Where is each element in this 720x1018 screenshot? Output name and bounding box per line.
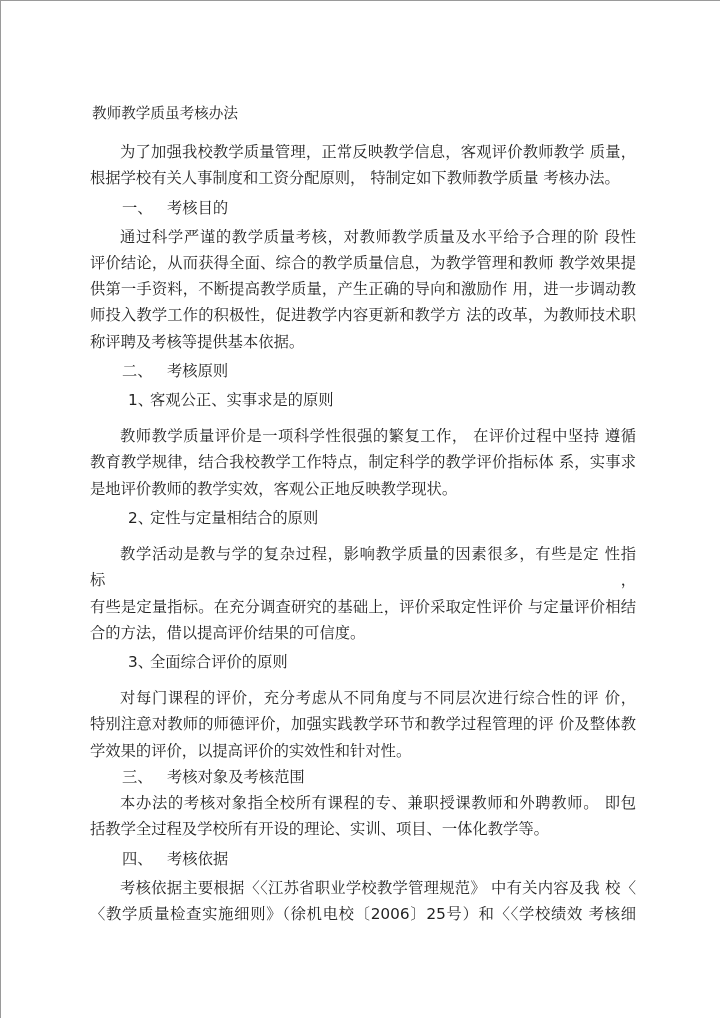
paragraph-line: 教学活动是教与学的复杂过程，影响教学质量的因素很多，有些是定 性指标， xyxy=(90,544,636,590)
subheading-qualitative-quantitative xyxy=(128,505,636,531)
subheading-comprehensive xyxy=(128,649,636,675)
paragraph-line: 师投入教学工作的积极性，促进教学内容更新和教学方 法的改革，为教师技术职 xyxy=(90,306,636,325)
paragraph-line: 评价结论，从而获得全面、综合的教学质量信息，为教学管理和教师 教学效果提 xyxy=(90,253,636,272)
paragraph-line: 本办法的考核对象指全校所有课程的专、兼职授课教师和外聘教师。 即包 xyxy=(120,794,636,813)
item-number: 3、 xyxy=(128,653,154,672)
paragraph-line: 称评聘及考核等提供基本依据。 xyxy=(90,332,305,351)
section-number: 一、 xyxy=(122,198,153,217)
subheading-objective-fairness xyxy=(128,387,636,413)
page-border-left xyxy=(0,0,1,1018)
page-border-top xyxy=(0,0,720,1)
paragraph-line: 括教学全过程及学校所有开设的理论、实训、项目、一体化教学等。 xyxy=(90,820,549,839)
section-label: 考核原则 xyxy=(167,362,229,381)
section-label: 考核对象及考核范围 xyxy=(167,768,305,787)
paragraph-line: 是地评价教师的教学实效，客观公正地反映教学现状。 xyxy=(90,479,458,498)
section-number: 四、 xyxy=(122,849,153,868)
intro-line: 根据学校有关人事制度和工资分配原则， 特制定如下教师教学质量 考核办法。 xyxy=(90,169,620,188)
paragraph-line: 通过科学严谨的教学质量考核，对教师教学质量及水平给予合理的阶 段性 xyxy=(120,227,636,246)
section-number: 二、 xyxy=(122,362,153,381)
paragraph-line: 有些是定量指标。在充分调查研究的基础上，评价采取定性评价 与定量评价相结 xyxy=(90,597,636,616)
paragraph-line: 特别注意对教师的师德评价，加强实践教学环节和教学过程管理的评 价及整体教 xyxy=(90,715,636,734)
paragraph-line: 教师教学质量评价是一项科学性很强的繁复工作， 在评价过程中坚持 遵循 xyxy=(120,427,636,446)
document-body xyxy=(90,102,636,927)
paragraph-line: 学效果的评价，以提高评价的实效性和针对性。 xyxy=(90,741,412,760)
item-label: 全面综合评价的原则 xyxy=(150,653,288,672)
paragraph-line: 合的方法，借以提高评价结果的可信度。 xyxy=(90,623,366,642)
paragraph-line: 教育教学规律，结合我校教学工作特点，制定科学的教学评价指标体 系，实事求 xyxy=(90,453,636,472)
intro-line: 为了加强我校教学质量管理，正常反映教学信息，客观评价教师教学 质量， xyxy=(120,143,636,161)
section-heading-principles xyxy=(122,358,636,384)
section-heading-scope xyxy=(122,764,636,790)
section-heading-basis xyxy=(122,846,636,872)
section-heading-purpose xyxy=(122,195,636,221)
item-number: 1、 xyxy=(128,391,154,410)
item-number: 2、 xyxy=(128,508,154,527)
paragraph-line: 〈教学质量检查实施细则》（徐机电校〔2006〕25号）和〈〈学校绩效 考核细 xyxy=(90,904,636,923)
paragraph-line: 考核依据主要根据〈〈江苏省职业学校教学管理规范》 中有关内容及我 校〈 xyxy=(120,878,636,897)
section-label: 考核依据 xyxy=(167,849,229,868)
paragraph-line: 供第一手资料，不断提高教学质量，产生正确的导向和激励作 用，进一步调动教 xyxy=(90,280,636,299)
section-number: 三、 xyxy=(122,768,153,787)
paragraph-line: 对每门课程的评价，充分考虑从不同角度与不同层次进行综合性的评 价， xyxy=(120,689,636,708)
item-label: 客观公正、实事求是的原则 xyxy=(150,391,334,410)
section-label: 考核目的 xyxy=(167,198,229,217)
item-label: 定性与定量相结合的原则 xyxy=(150,508,319,527)
document-title: 教师教学质虽考核办法 xyxy=(92,105,238,122)
